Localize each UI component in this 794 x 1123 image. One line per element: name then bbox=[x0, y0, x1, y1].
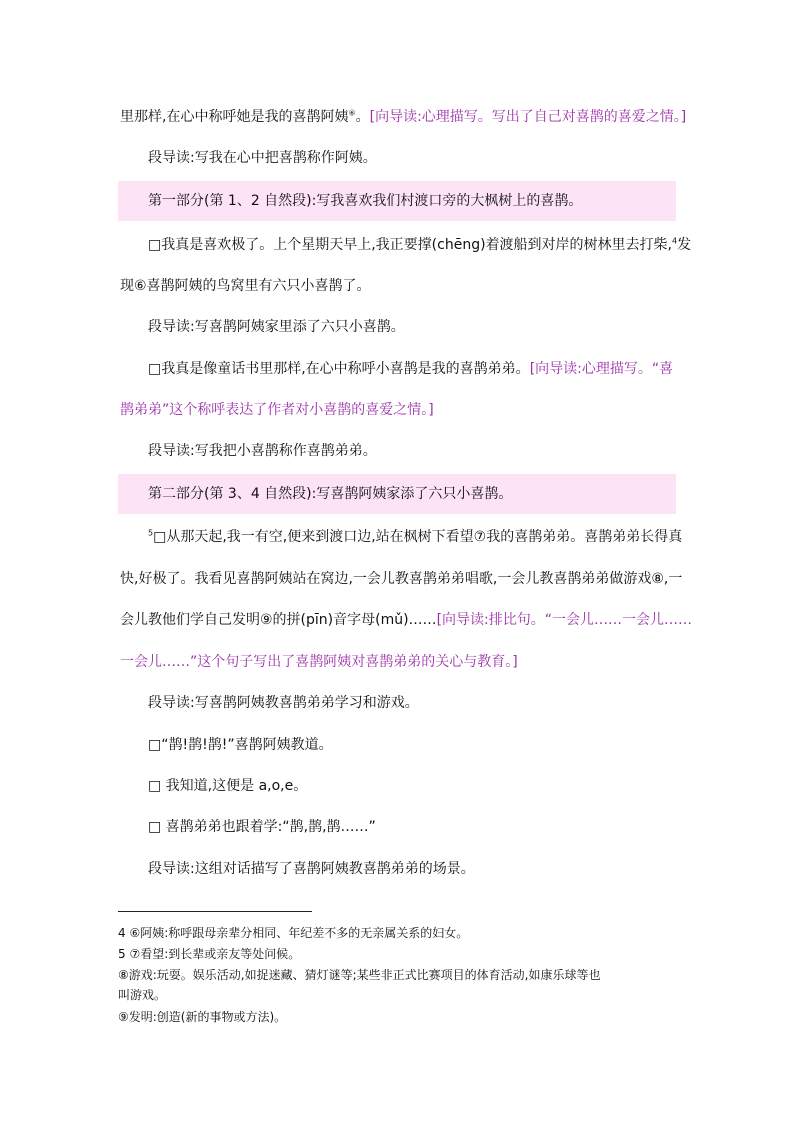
part-summary: 第二部分(第 3、4 自然段):写喜鹊阿姨家添了六只小喜鹊。 bbox=[148, 486, 513, 502]
footnote-ref: 4 bbox=[672, 236, 678, 246]
footnote: ⑨发明:创造(新的事物或方法)。 bbox=[118, 1010, 287, 1024]
paragraph-text: □我真是喜欢极了。上个星期天早上,我正要撑(chēng)着渡船到对岸的树林里去打柴, bbox=[148, 237, 672, 253]
footnote: 5 ⑦看望:到长辈或亲友等处问候。 bbox=[118, 947, 301, 961]
footnote-divider bbox=[118, 911, 312, 912]
dialogue-line: □“鹊!鹊!鹊!”喜鹊阿姨教道。 bbox=[148, 737, 333, 753]
paragraph-line bbox=[148, 236, 691, 254]
footnote-ref: 5 bbox=[148, 528, 154, 538]
guide-annotation: [向导读:排比句。“一会儿……一会儿…… bbox=[436, 612, 692, 628]
section-guide: 段导读:写我在心中把喜鹊称作阿姨。 bbox=[148, 150, 377, 166]
paragraph-text: □从那天起,我一有空,便来到渡口边,站在枫树下看望⑦我的喜鹊弟弟。喜鹊弟弟长得真 bbox=[153, 529, 683, 545]
paragraph-line bbox=[148, 360, 673, 378]
guide-annotation: [向导读:心理描写。写出了自己对喜鹊的喜爱之情。] bbox=[369, 109, 687, 125]
paragraph-line: 现⑥喜鹊阿姨的鸟窝里有六只小喜鹊了。 bbox=[120, 278, 371, 294]
text-period: 。 bbox=[355, 109, 370, 125]
section-guide: 段导读:写喜鹊阿姨教喜鹊弟弟学习和游戏。 bbox=[148, 695, 419, 711]
section-guide: 段导读:这组对话描写了喜鹊阿姨教喜鹊弟弟的场景。 bbox=[148, 861, 475, 877]
dialogue-line: □ 喜鹊弟弟也跟着学:“鹊,鹊,鹊……” bbox=[148, 819, 376, 835]
paragraph-line bbox=[120, 611, 692, 629]
paragraph-text: 会儿教他们学自己发明⑨的拼(pīn)音字母(mǔ)…… bbox=[120, 612, 437, 628]
guide-annotation: 鹊弟弟”这个称呼表达了作者对小喜鹊的喜爱之情。] bbox=[120, 402, 434, 418]
footnote: 4 ⑥阿姨:称呼跟母亲辈分相同、年纪差不多的无亲属关系的妇女。 bbox=[118, 926, 469, 940]
paragraph-line bbox=[148, 528, 682, 546]
footnote: ⑧游戏:玩耍。娱乐活动,如捉迷藏、猜灯谜等;某些非正式比赛项目的体育活动,如康乐球等也 bbox=[118, 968, 601, 982]
part-summary-box bbox=[118, 474, 676, 514]
paragraph-text: 里那样,在心中称呼她是我的喜鹊阿姨 bbox=[120, 109, 349, 125]
dialogue-line: □ 我知道,这便是 a,o,e。 bbox=[148, 778, 308, 794]
part-summary-box bbox=[118, 181, 676, 221]
footnote: 叫游戏。 bbox=[118, 988, 167, 1002]
paragraph-text: 发 bbox=[677, 237, 692, 253]
section-guide: 段导读:写喜鹊阿姨家里添了六只小喜鹊。 bbox=[148, 319, 405, 335]
part-summary: 第一部分(第 1、2 自然段):写我喜欢我们村渡口旁的大枫树上的喜鹊。 bbox=[148, 193, 583, 209]
paragraph-line bbox=[120, 108, 686, 126]
guide-annotation: [向导读:心理描写。“喜 bbox=[529, 361, 674, 377]
paragraph-line: 快,好极了。我看见喜鹊阿姨站在窝边,一会儿教喜鹊弟弟唱歌,一会儿教喜鹊弟弟做游戏⑧,一 bbox=[120, 571, 683, 587]
paragraph-text: □我真是像童话书里那样,在心中称呼小喜鹊是我的喜鹊弟弟。 bbox=[148, 361, 530, 377]
note-marker: ⑥ bbox=[348, 108, 356, 118]
section-guide: 段导读:写我把小喜鹊称作喜鹊弟弟。 bbox=[148, 443, 377, 459]
guide-annotation: 一会儿……”这个句子写出了喜鹊阿姨对喜鹊弟弟的关心与教育。] bbox=[120, 654, 518, 670]
